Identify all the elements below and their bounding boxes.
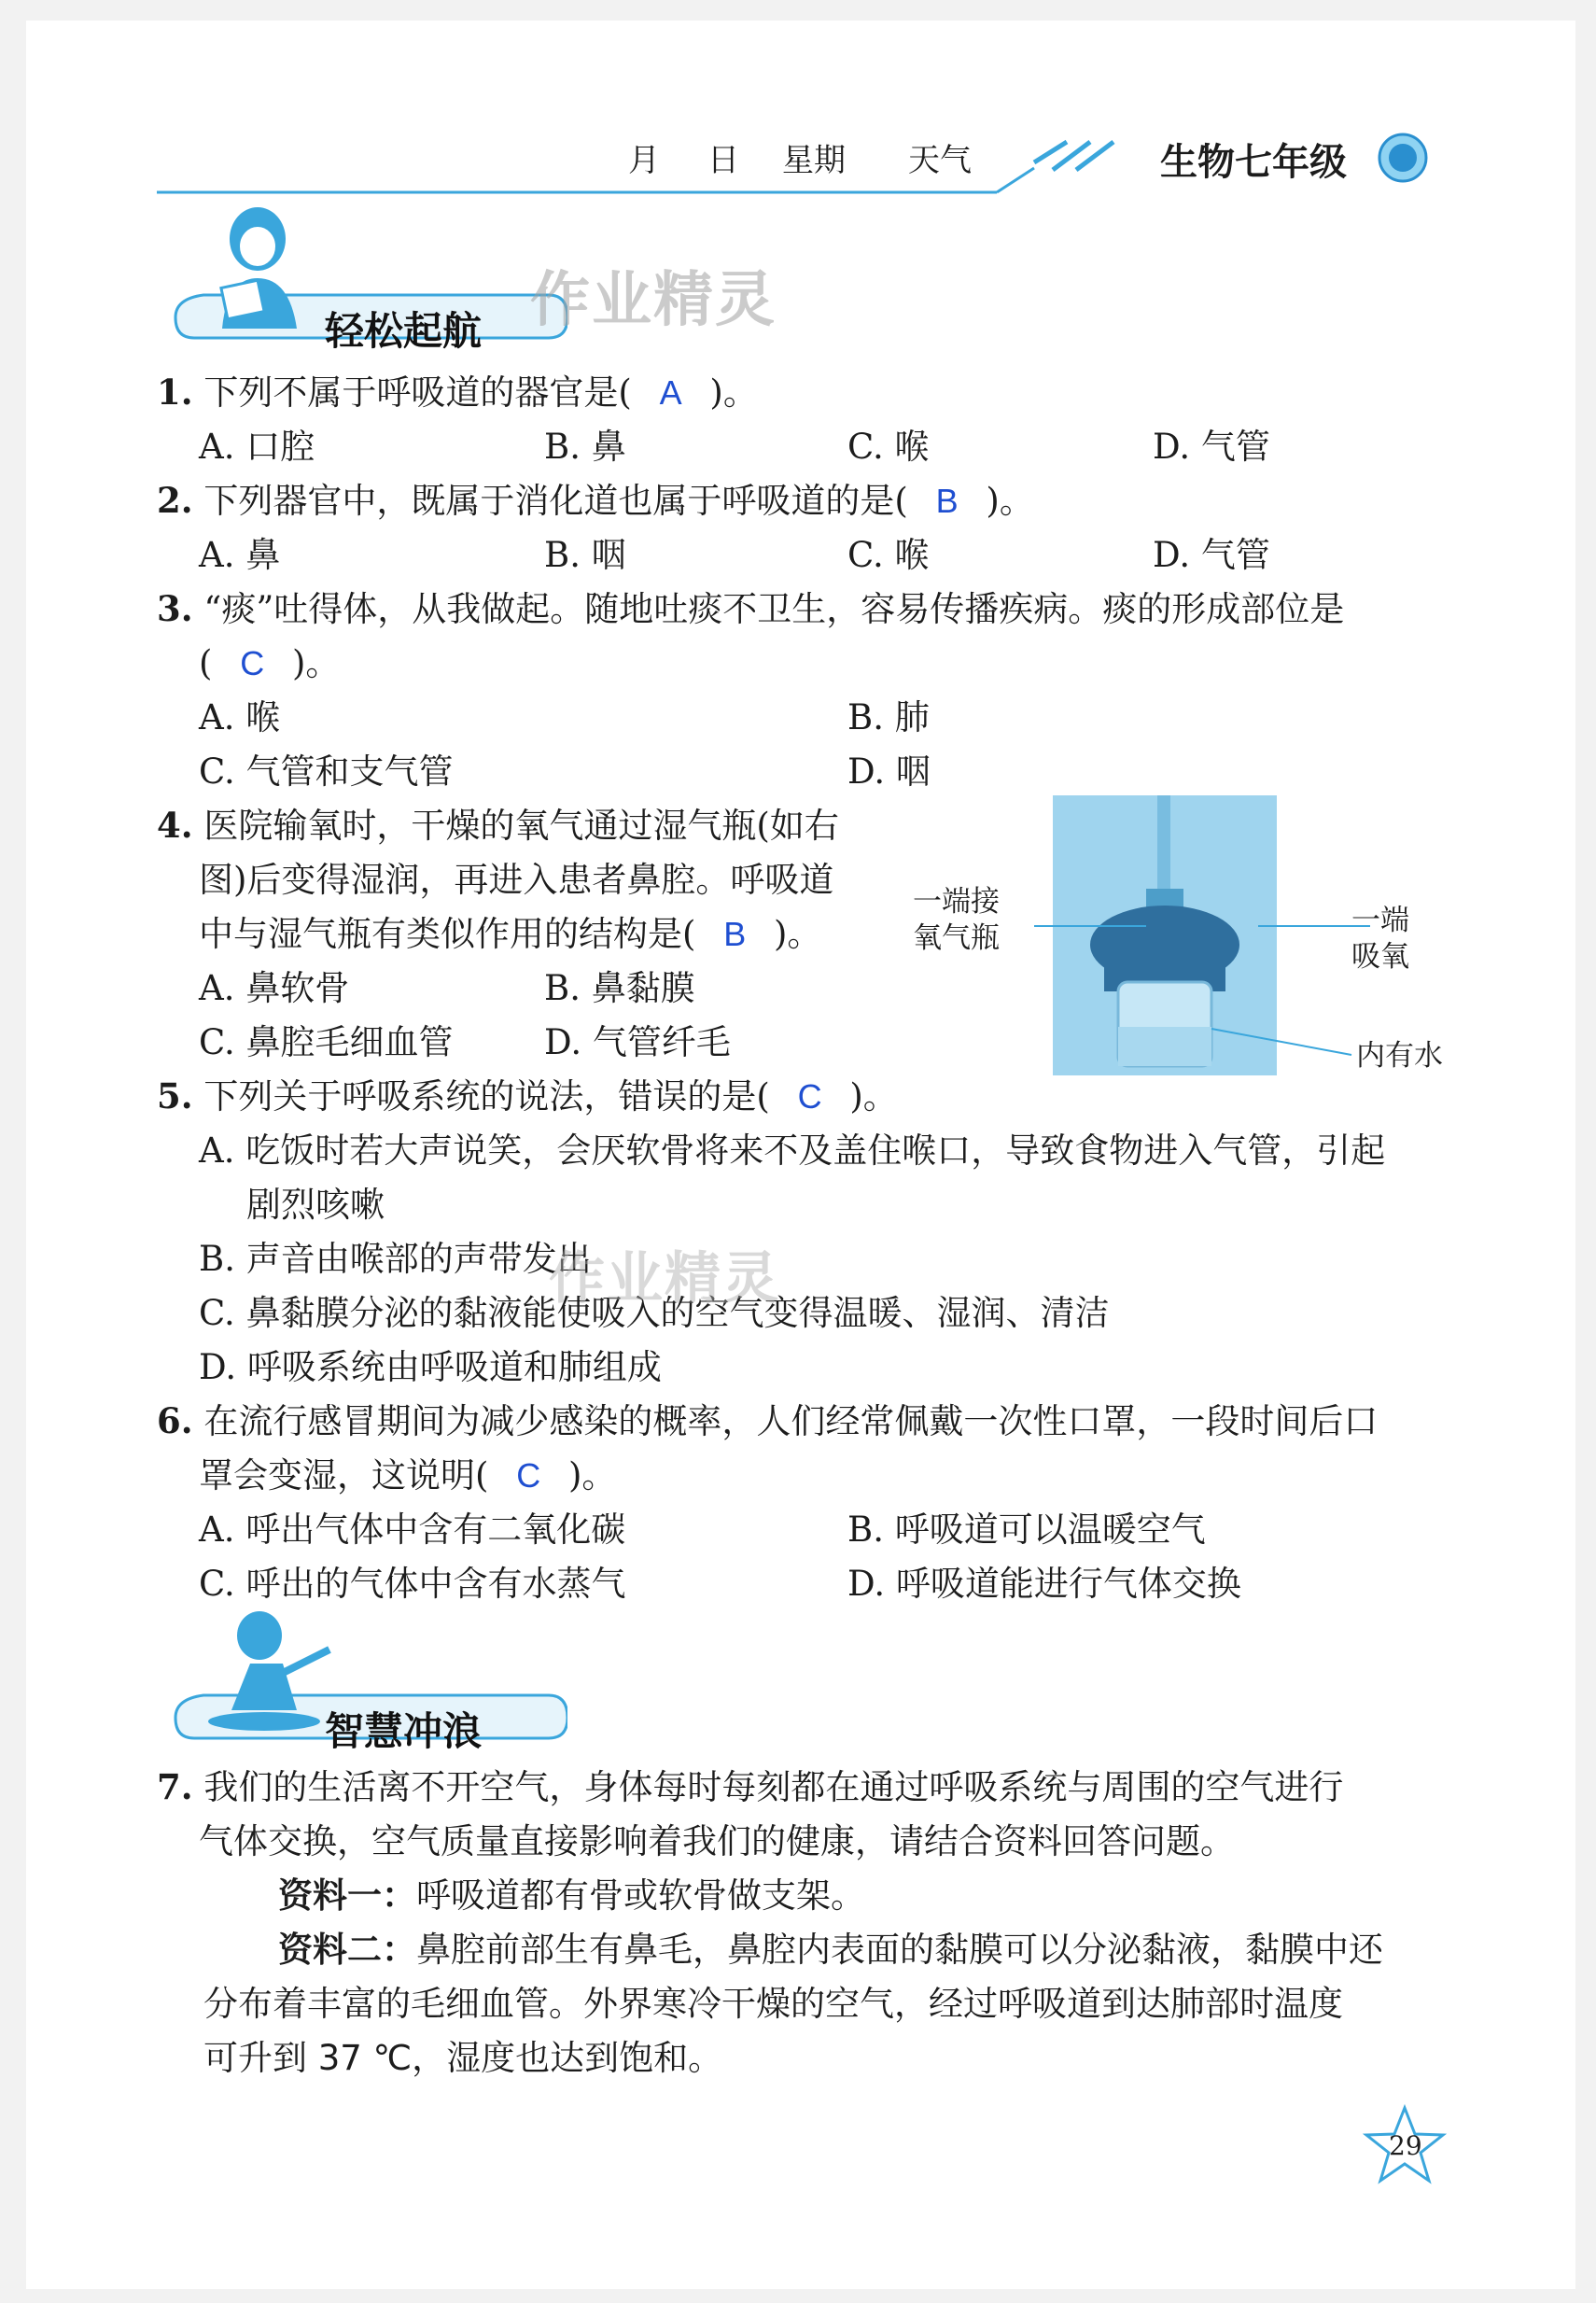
q4-option-a: A. 鼻软骨 bbox=[199, 968, 350, 1008]
q3-option-d: D. 咽 bbox=[847, 751, 931, 792]
watermark-middle: 作业精灵 bbox=[549, 1246, 780, 1312]
blue-circle-icon bbox=[1376, 131, 1430, 185]
q4-number: 4. bbox=[157, 805, 193, 846]
q7-material-1-label: 资料一： bbox=[278, 1875, 416, 1916]
q2-option-c: C. 喉 bbox=[847, 535, 930, 575]
q6-option-c: C. 呼出的气体中含有水蒸气 bbox=[199, 1564, 626, 1604]
q5-end: )。 bbox=[849, 1076, 898, 1116]
q1-option-b: B. 鼻 bbox=[544, 427, 626, 467]
figure-label-right: 一端 吸氧 bbox=[1351, 904, 1409, 974]
header-day: 日 bbox=[707, 142, 739, 179]
q4-line-3: 中与湿气瓶有类似作用的结构是( bbox=[199, 914, 696, 954]
q7-material-1-text: 呼吸道都有骨或软骨做支架。 bbox=[416, 1875, 865, 1916]
q5-answer: C bbox=[797, 1077, 822, 1116]
watermark-top: 作业精灵 bbox=[530, 266, 777, 335]
q5-option-c: C. 鼻黏膜分泌的黏液能使吸入的空气变得温暖、湿润、清洁 bbox=[199, 1293, 1110, 1333]
q3-option-c: C. 气管和支气管 bbox=[199, 751, 454, 792]
header-weekday: 星期 bbox=[782, 142, 846, 179]
header-rule bbox=[157, 114, 1146, 198]
q7-number: 7. bbox=[157, 1766, 193, 1807]
q4-line-1: 医院输氧时，干燥的氧气通过湿气瓶(如右 bbox=[203, 806, 839, 846]
workbook-page bbox=[26, 21, 1575, 2289]
q4-answer: B bbox=[723, 915, 747, 953]
q6-line-1: 在流行感冒期间为减少感染的概率，人们经常佩戴一次性口罩，一段时间后口 bbox=[203, 1401, 1379, 1441]
q3-open: ( bbox=[199, 643, 213, 683]
q7-line-1: 我们的生活离不开空气，身体每时每刻都在通过呼吸系统与周围的空气进行 bbox=[203, 1767, 1344, 1807]
q5-number: 5. bbox=[157, 1075, 193, 1116]
q4-end: )。 bbox=[773, 914, 822, 954]
q7-material-2-label: 资料二： bbox=[278, 1930, 416, 1970]
q6-end: )。 bbox=[567, 1455, 617, 1496]
q2-end: )。 bbox=[986, 481, 1034, 521]
q2-answer: B bbox=[935, 482, 959, 520]
q1-number: 1. bbox=[157, 372, 193, 413]
figure-label-bottom: 内有水 bbox=[1356, 1039, 1443, 1073]
q4-option-d: D. 气管纤毛 bbox=[544, 1022, 731, 1062]
section-2-title: 智慧冲浪 bbox=[325, 1708, 483, 1754]
q6-line-2: 罩会变湿，这说明( bbox=[199, 1455, 489, 1496]
q1-option-c: C. 喉 bbox=[847, 427, 930, 467]
q5-option-a-line-2: 剧烈咳嗽 bbox=[246, 1185, 385, 1225]
q3-option-a: A. 喉 bbox=[199, 697, 281, 737]
q7-line-2: 气体交换，空气质量直接影响着我们的健康，请结合资料回答问题。 bbox=[199, 1821, 1235, 1861]
q3-stem: “痰”吐得体，从我做起。随地吐痰不卫生，容易传播疾病。痰的形成部位是 bbox=[203, 589, 1345, 629]
q2-option-b: B. 咽 bbox=[544, 535, 626, 575]
q1-stem: 下列不属于呼吸道的器官是( bbox=[203, 372, 632, 413]
q4-line-2: 图)后变得湿润，再进入患者鼻腔。呼吸道 bbox=[199, 860, 834, 900]
q2-stem: 下列器官中，既属于消化道也属于呼吸道的是( bbox=[203, 481, 908, 521]
section-1-title: 轻松起航 bbox=[325, 308, 483, 354]
header-weather: 天气 bbox=[908, 142, 972, 179]
q7-material-2-text: 鼻腔前部生有鼻毛，鼻腔内表面的黏膜可以分泌黏液，黏膜中还 bbox=[416, 1930, 1383, 1970]
q2-option-d: D. 气管 bbox=[1153, 535, 1270, 575]
subject-title: 生物七年级 bbox=[1160, 140, 1347, 184]
q1-answer: A bbox=[659, 373, 682, 412]
q5-option-d: D. 呼吸系统由呼吸道和肺组成 bbox=[199, 1347, 662, 1387]
q5-stem: 下列关于呼吸系统的说法，错误的是( bbox=[203, 1076, 770, 1116]
q2-number: 2. bbox=[157, 480, 193, 521]
q6-option-b: B. 呼吸道可以温暖空气 bbox=[847, 1510, 1206, 1550]
figure-label-left: 一端接 氧气瓶 bbox=[913, 885, 1000, 955]
q3-number: 3. bbox=[157, 588, 193, 629]
q7-material-2-line-3: 可升到 37 ℃，湿度也达到饱和。 bbox=[203, 2038, 723, 2078]
q3-answer: C bbox=[240, 644, 265, 682]
q4-option-c: C. 鼻腔毛细血管 bbox=[199, 1022, 454, 1062]
page-number: 29 bbox=[1389, 2130, 1422, 2161]
q2-option-a: A. 鼻 bbox=[199, 535, 281, 575]
q5-option-a-line-1: A. 吃饭时若大声说笑，会厌软骨将来不及盖住喉口，导致食物进入气管，引起 bbox=[199, 1130, 1386, 1171]
q3-end: )。 bbox=[291, 643, 341, 683]
q6-number: 6. bbox=[157, 1400, 193, 1441]
q1-option-d: D. 气管 bbox=[1153, 427, 1270, 467]
q5-option-b: B. 声音由喉部的声带发出 bbox=[199, 1239, 592, 1279]
q1-option-a: A. 口腔 bbox=[199, 427, 315, 467]
q3-option-b: B. 肺 bbox=[847, 697, 930, 737]
q6-answer: C bbox=[516, 1456, 541, 1495]
q6-option-a: A. 呼出气体中含有二氧化碳 bbox=[199, 1510, 626, 1550]
q7-material-2-line-2: 分布着丰富的毛细血管。外界寒冷干燥的空气，经过呼吸道到达肺部时温度 bbox=[203, 1984, 1343, 2024]
q6-option-d: D. 呼吸道能进行气体交换 bbox=[847, 1564, 1241, 1604]
q1-end: )。 bbox=[709, 372, 758, 413]
figure-leader-lines bbox=[997, 889, 1389, 1066]
header-month: 月 bbox=[628, 142, 660, 179]
q4-option-b: B. 鼻黏膜 bbox=[544, 968, 695, 1008]
